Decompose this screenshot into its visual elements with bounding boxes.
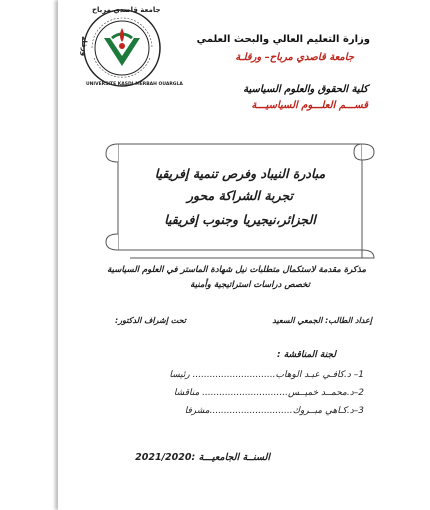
thesis-statement: مذكرة مقدمة لاستكمال متطلبات نيل شهادة الماستر في العلوم السياسية	[107, 265, 366, 275]
left-margin	[0, 0, 56, 510]
jury-member-2: 2–د.محمــد خميــس.............................. مناقشا	[173, 388, 364, 398]
thesis-title-line-3: الجزائر،نيجيريا وجنوب إفريقيا	[164, 212, 316, 227]
university-logo	[82, 8, 162, 88]
university-name: جامعة قاصدي مرباح– ورقلـة	[235, 52, 354, 63]
student-name: إعداد الطالب: الجمعي السعيد	[272, 316, 372, 325]
jury-member-3: 3–د.كـاهي مبــروك.............................مشرفا	[184, 406, 364, 416]
thesis-title-line-2: تجربة الشراكة محور	[186, 188, 294, 203]
jury-title: لجنة المناقشة :	[276, 350, 336, 360]
logo-bottom-text: UNIVERSITE KASDI-MERBAH OUARGLA	[86, 82, 183, 87]
logo-side-text: ورقلة	[80, 36, 88, 57]
logo-emblem-icon	[82, 8, 162, 88]
logo-top-text: جامعة قاصدي مرباح	[92, 6, 161, 14]
thesis-title-line-1: مبادرة النيباد وفرص تنمية إفريقيا	[154, 166, 326, 181]
supervisor-label: تحت إشراف الدكتور:	[115, 316, 186, 325]
thesis-specialty: تخصص دراسات استراتيجية وأمنية	[190, 280, 310, 290]
academic-year: السنــة الجامعيـــة :2021/2020	[135, 452, 270, 463]
ministry-name: وزارة التعليم العالي والبحث العلمي	[196, 34, 370, 45]
department-name: قســـم العلـــوم السياسيـــة	[251, 100, 368, 111]
jury-member-1: 1– د.كافـي عبـد الوهاب............................. رئيسا	[169, 370, 364, 380]
faculty-name: كلية الحقوق والعلوم السياسية	[243, 84, 368, 95]
